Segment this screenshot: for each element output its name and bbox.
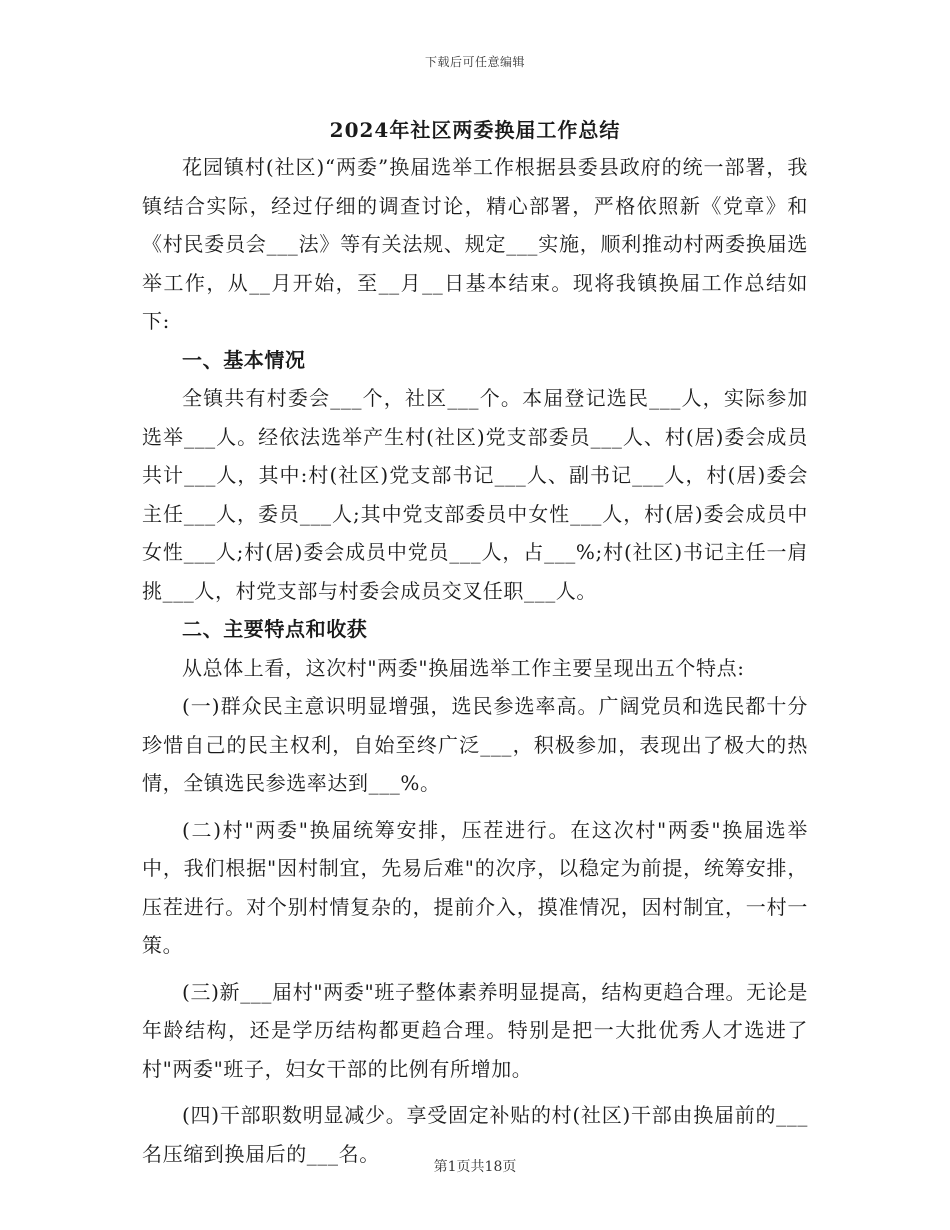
section-heading-basic-info: 一、基本情况 — [182, 347, 306, 372]
features-intro-paragraph: 从总体上看，这次村"两委"换届选举工作主要呈现出五个特点: — [182, 655, 745, 680]
feature-point-1: (一)群众民主意识明显增强，选民参选率高。广阔党员和选民都十分珍惜自己的民主权利，自始至终广泛___，积极参加，表现出了极大的热情，全镇选民参选率达到___%。 — [142, 694, 808, 795]
document-title: 2024年社区两委换届工作总结 — [329, 118, 621, 142]
page-footer: 第1页共18页 — [433, 1159, 517, 1175]
feature-point-2: (二)村"两委"换届统筹安排，压茬进行。在这次村"两委"换届选举中，我们根据"因村制宜，先易后难"的次序，以稳定为前提，统筹安排，压茬进行。对个别村情复杂的，提前介入，摸准情况，因村制宜，一村一策。 — [142, 817, 808, 957]
feature-point-3: (三)新___届村"两委"班子整体素养明显提高，结构更趋合理。无论是年龄结构，还是学历结构都更趋合理。特别是把一大批优秀人才选进了村"两委"班子，妇女干部的比例有所增加。 — [142, 979, 808, 1081]
header-note: 下载后可任意编辑 — [424, 55, 525, 69]
basic-info-paragraph: 全镇共有村委会___个，社区___个。本届登记选民___人，实际参加选举___人。经依法选举产生村(社区)党支部委员___人、村(居)委会成员共计___人，其中:村(社区)党支部书记___人、副书记___人，村(居)委会主任___人，委员___人;其中党支部委员中女性___人，村(居)委会成员中女性___人;村(居)委会成员中党员___人，占___%;村(社区)书记主任一肩挑___人，村党支部与村委会成员交叉任职___人。 — [142, 386, 808, 603]
document-body — [142, 148, 808, 1173]
section-heading-features: 二、主要特点和收获 — [182, 617, 368, 641]
feature-point-4: (四)干部职数明显减少。享受固定补贴的村(社区)干部由换届前的___名压缩到换届后的___名。 — [142, 1103, 808, 1166]
intro-paragraph: 花园镇村(社区)“两委”换届选举工作根据县委县政府的统一部署，我镇结合实际，经过仔细的调查讨论，精心部署，严格依照新《党章》和《村民委员会___法》等有关法规、规定___实施，顺利推动村两委换届选举工作，从__月开始，至__月__日基本结束。现将我镇换届工作总结如下: — [142, 155, 808, 333]
